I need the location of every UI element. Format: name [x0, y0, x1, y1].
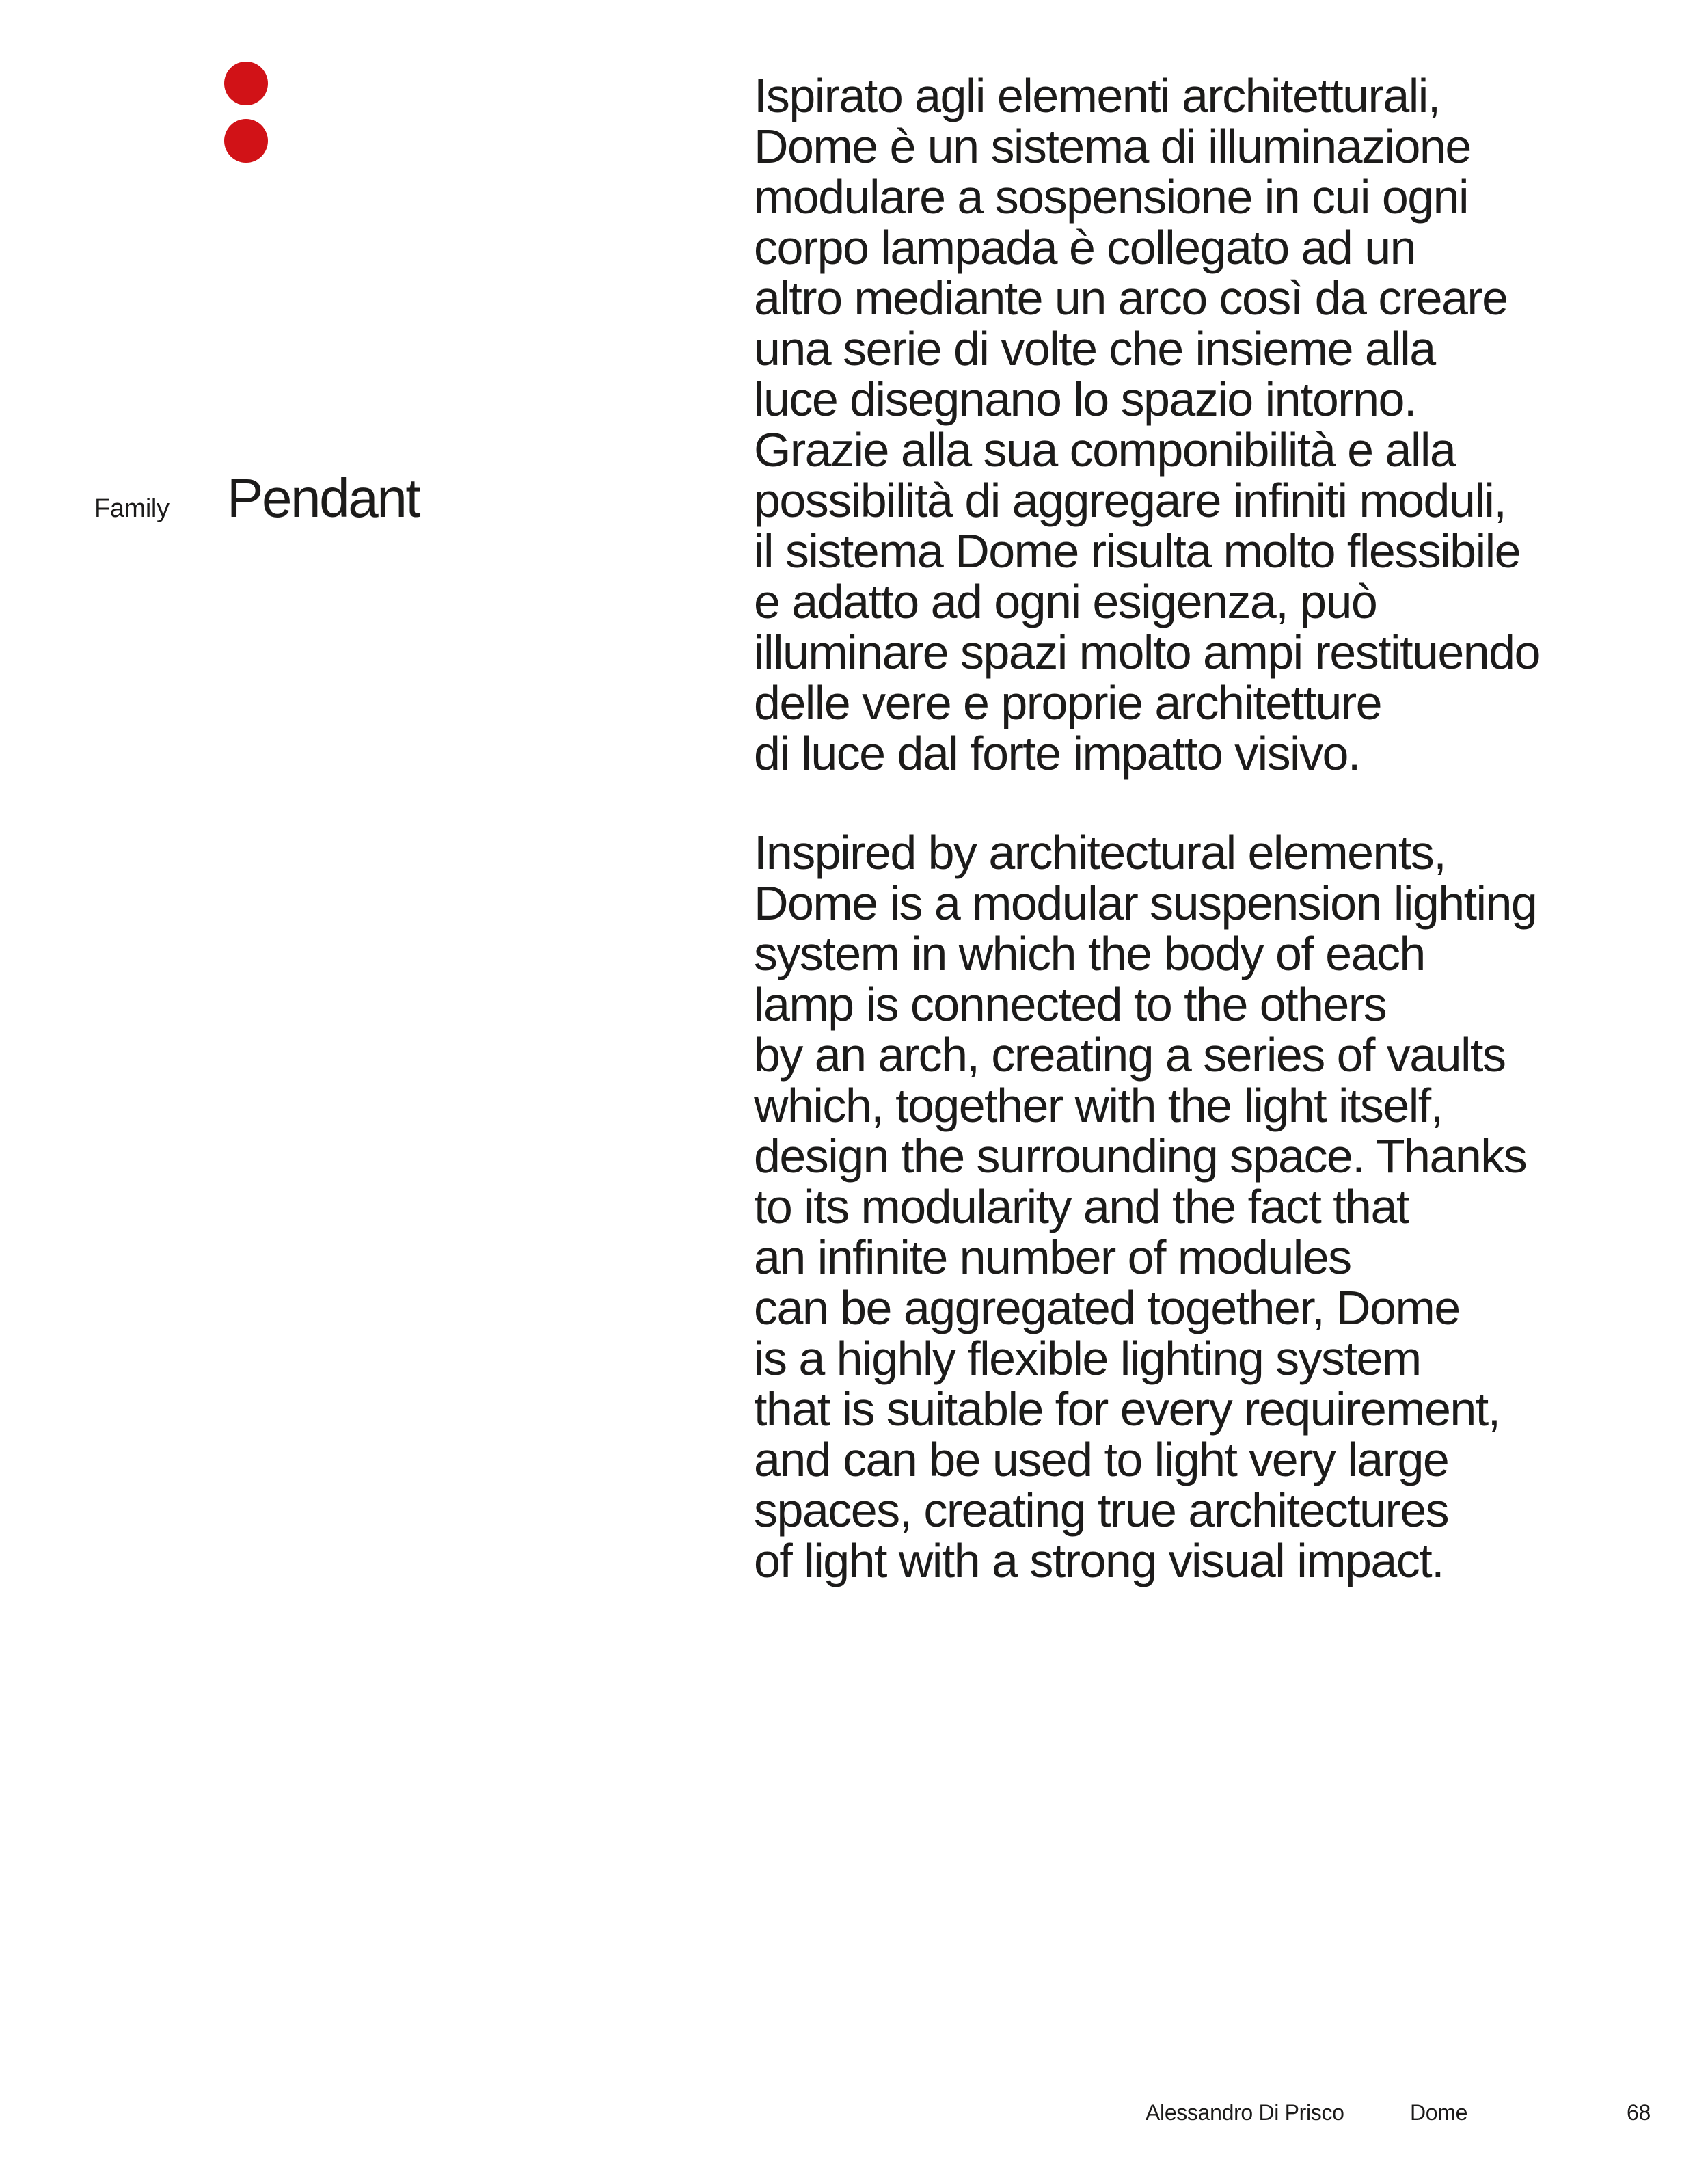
text-line: by an arch, creating a series of vaults [754, 1028, 1506, 1082]
text-line: design the surrounding space. Thanks [754, 1129, 1527, 1183]
text-line: Inspired by architectural elements, [754, 826, 1446, 879]
text-line: to its modularity and the fact that [754, 1180, 1409, 1233]
text-line: system in which the body of each [754, 927, 1425, 980]
text-line: il sistema Dome risulta molto flessibile [754, 524, 1520, 578]
text-line: can be aggregated together, Dome [754, 1281, 1460, 1334]
logo-dot-icon [224, 62, 268, 105]
logo-dot-icon [224, 119, 268, 163]
text-line: that is suitable for every requirement, [754, 1382, 1500, 1436]
text-line: lamp is connected to the others [754, 978, 1387, 1031]
text-line: Dome è un sistema di illuminazione [754, 120, 1471, 173]
text-line: e adatto ad ogni esigenza, può [754, 575, 1377, 628]
family-value: Pendant [227, 468, 420, 528]
text-line: possibilità di aggregare infiniti moduli, [754, 474, 1506, 527]
text-line: illuminare spazi molto ampi restituendo [754, 626, 1540, 679]
description-column [754, 70, 1540, 1586]
description-italian [754, 70, 1540, 779]
text-line: altro mediante un arco così da creare [754, 271, 1508, 325]
text-line: is a highly flexible lighting system [754, 1332, 1421, 1385]
text-line: una serie di volte che insieme alla [754, 322, 1435, 375]
brand-two-dots-logo [224, 62, 268, 163]
text-line: corpo lampada è collegato ad un [754, 221, 1415, 274]
text-line: modulare a sospensione in cui ogni [754, 170, 1469, 224]
description-english [754, 827, 1540, 1586]
text-line: Ispirato agli elementi architetturali, [754, 69, 1440, 122]
text-line: which, together with the light itself, [754, 1079, 1443, 1132]
footer-product-name: Dome [1410, 2100, 1468, 2125]
text-line: and can be used to light very large [754, 1433, 1449, 1486]
text-line: Grazie alla sua componibilità e alla [754, 423, 1456, 477]
footer-designer-name: Alessandro Di Prisco [1146, 2100, 1344, 2125]
text-line: di luce dal forte impatto visivo. [754, 727, 1360, 780]
text-line: of light with a strong visual impact. [754, 1534, 1444, 1587]
family-label: Family [94, 494, 170, 523]
text-line: an infinite number of modules [754, 1231, 1351, 1284]
text-line: spaces, creating true architectures [754, 1484, 1449, 1537]
text-line: luce disegnano lo spazio intorno. [754, 373, 1416, 426]
footer-page-number: 68 [1627, 2100, 1651, 2125]
text-line: Dome is a modular suspension lighting [754, 876, 1537, 930]
text-line: delle vere e proprie architetture [754, 676, 1382, 729]
